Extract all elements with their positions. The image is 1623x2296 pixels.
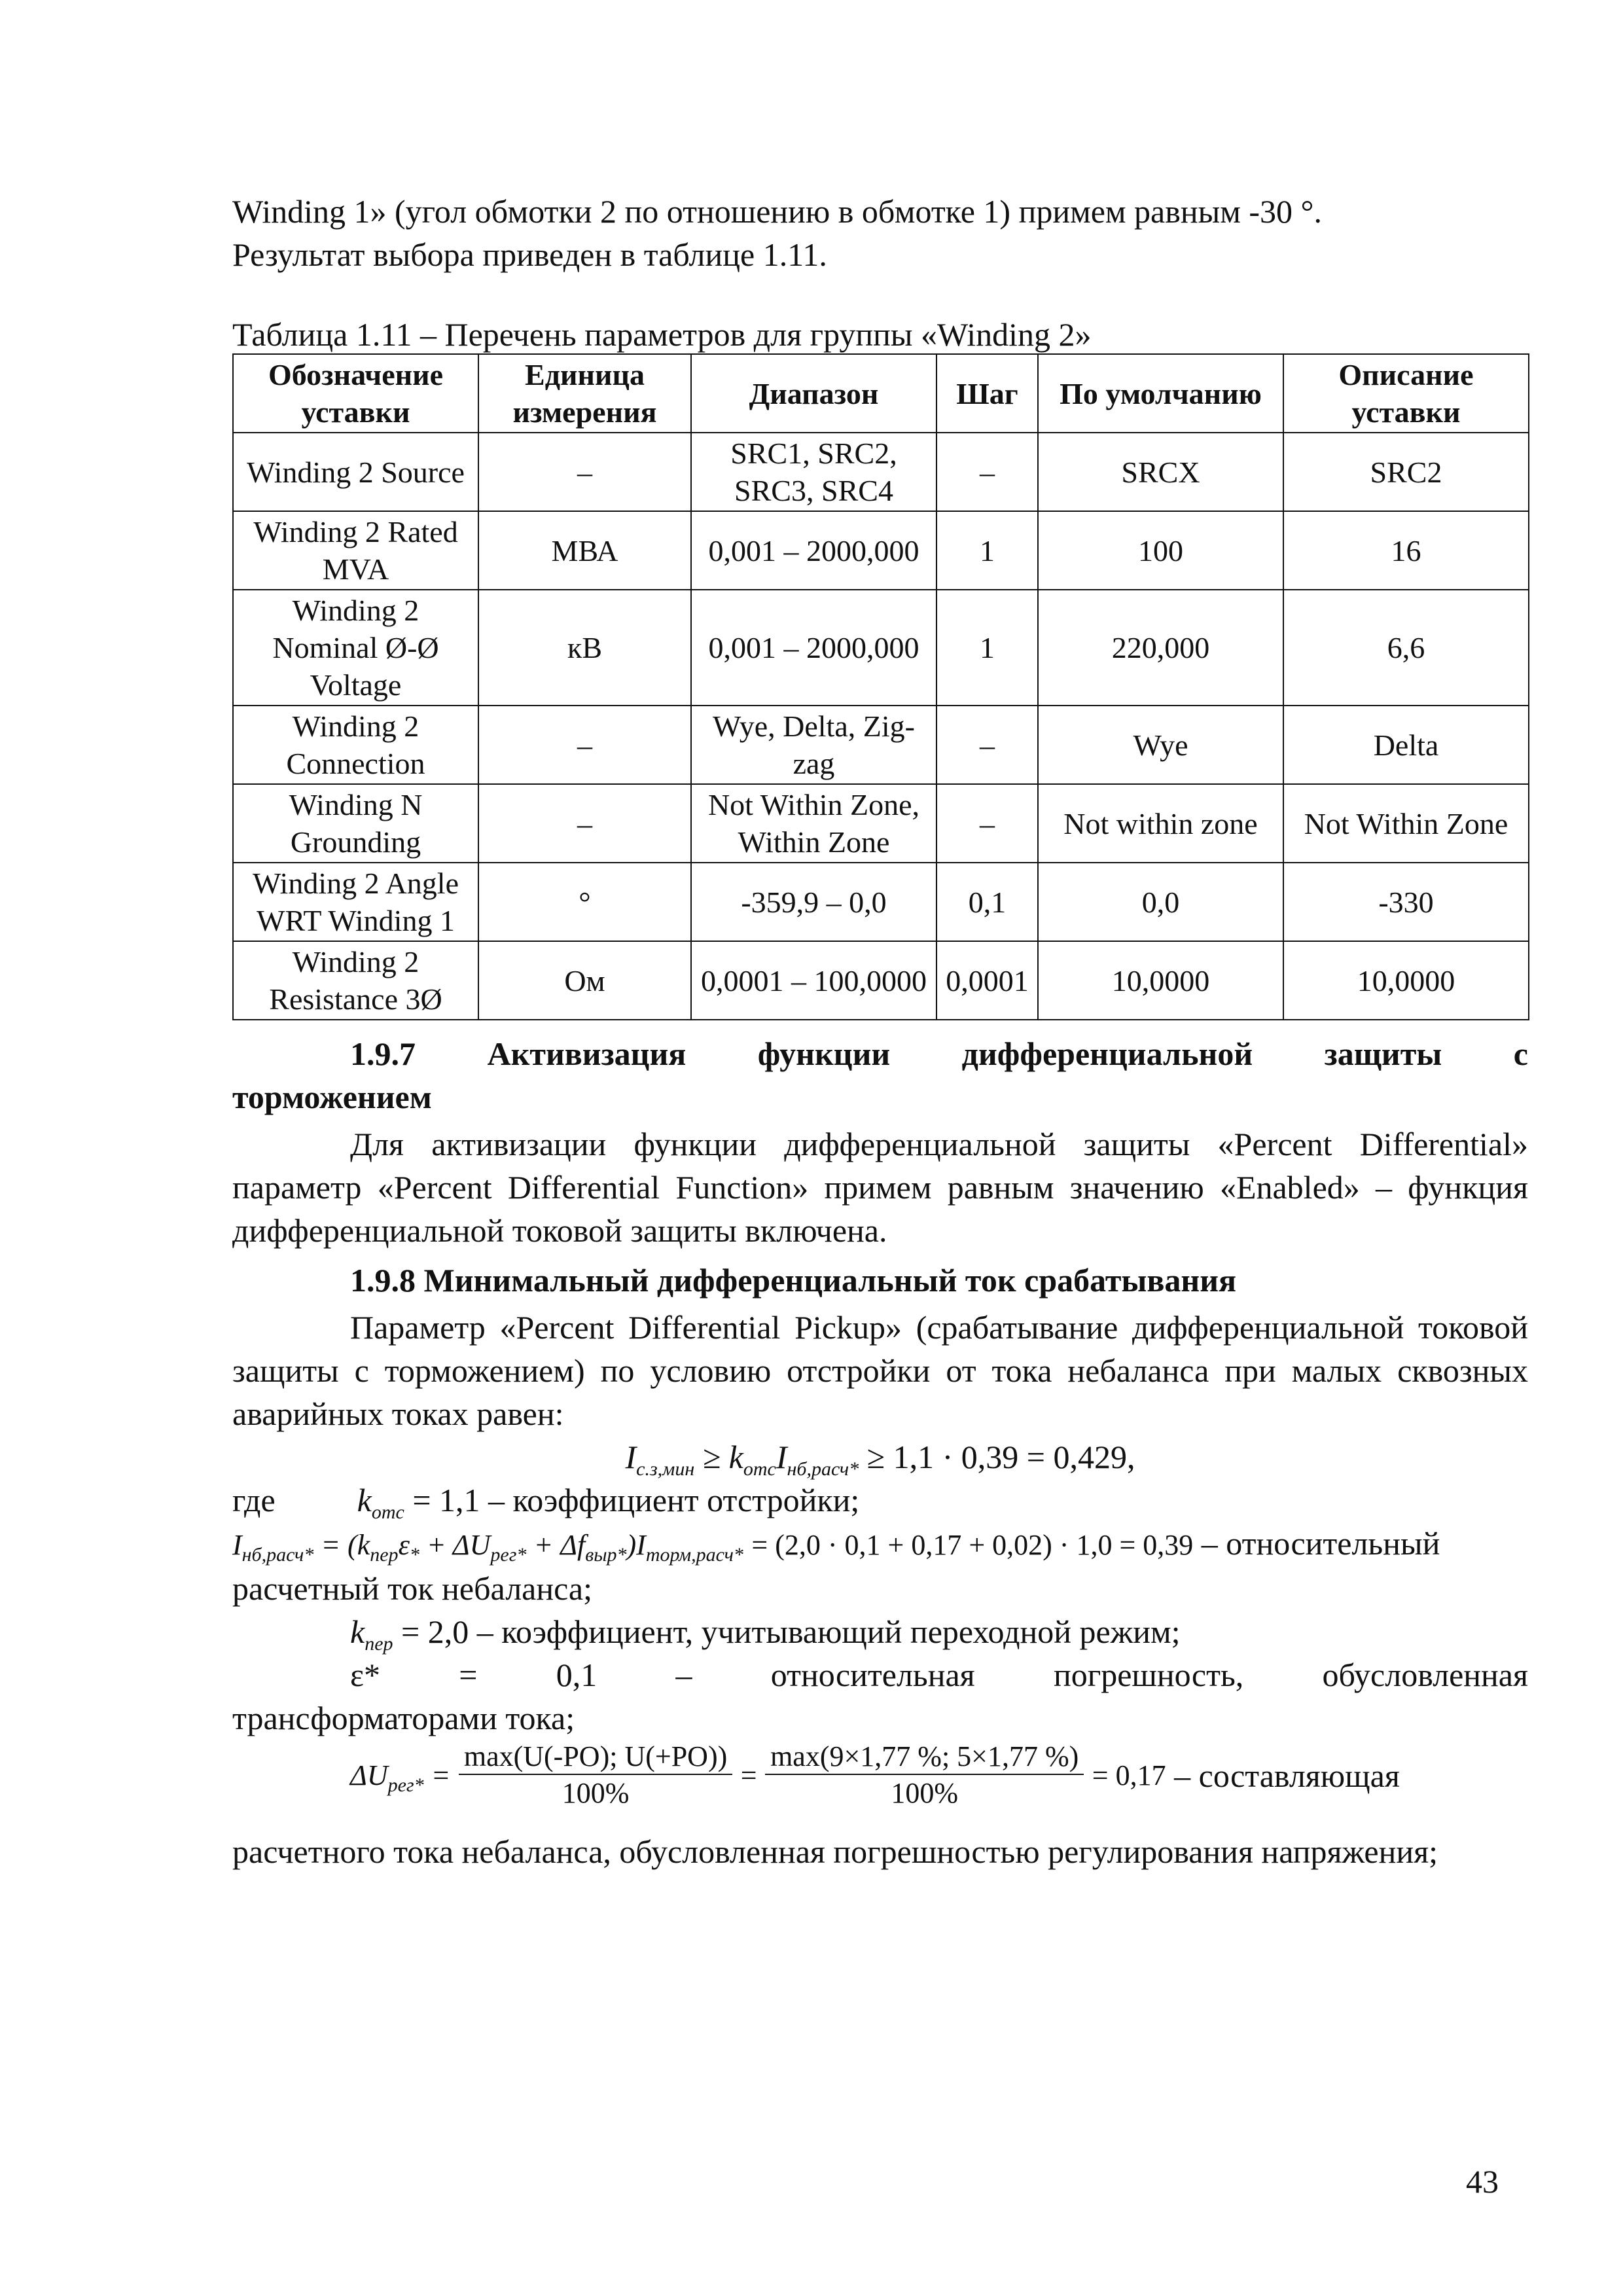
dureg-num-1: max(U(-PO); U(+PO))	[459, 1740, 732, 1775]
section-198-title: 1.9.8 Минимальный дифференциальный ток срабатывания	[350, 1262, 1237, 1299]
where-word: где	[232, 1482, 276, 1518]
dureg-den-2: 100%	[891, 1777, 959, 1809]
table-row	[233, 706, 1529, 784]
table-row	[233, 784, 1529, 863]
table-cell: 10,0000	[1038, 941, 1283, 1020]
table-cell: 0,1	[936, 863, 1038, 941]
table-cell: Wye, Delta, Zig-zag	[691, 706, 936, 784]
dureg-formula	[350, 1740, 1528, 1825]
table-cell: 6,6	[1283, 590, 1529, 706]
kper-desc: = 2,0 – коэффициент, учитывающий переходной режим;	[401, 1613, 1181, 1650]
table-cell: 0,001 – 2000,000	[691, 511, 936, 590]
table-cell: МВА	[478, 511, 691, 590]
table-cell: 0,0	[1038, 863, 1283, 941]
document-page	[232, 190, 1528, 1873]
table-cell: Not Within Zone	[1283, 784, 1529, 863]
inb-desc-line2: расчетный ток небаланса;	[232, 1570, 592, 1607]
kots-line	[232, 1479, 1528, 1522]
section-197-title-line1: 1.9.7 Активизация функции дифференциальной защиты с	[350, 1035, 1528, 1072]
page-number: 43	[1466, 2163, 1499, 2200]
table-cell: 0,0001 – 100,0000	[691, 941, 936, 1020]
table-cell: 1	[936, 590, 1038, 706]
table-cell: -359,9 – 0,0	[691, 863, 936, 941]
table-cell: Winding 2 Rated MVA	[233, 511, 478, 590]
table-cell: Wye	[1038, 706, 1283, 784]
header-description: Описание уставки	[1283, 354, 1529, 433]
table-cell: –	[478, 784, 691, 863]
intro-line-1: Winding 1» (угол обмотки 2 по отношению в обмотке 1) примем равным -30 °.	[232, 193, 1322, 230]
table-cell: 0,001 – 2000,000	[691, 590, 936, 706]
section-197-body: Для активизации функции дифференциальной защиты «Percent Differential» параметр «Percent Differential Function» примем равным значению «Enabled» – функция дифференциальной токовой защиты включена.	[232, 1126, 1528, 1249]
section-197-title-line2: торможением	[232, 1079, 432, 1115]
table-cell: Winding 2 Angle WRT Winding 1	[233, 863, 478, 941]
kper-line	[232, 1610, 1528, 1653]
table-cell: Delta	[1283, 706, 1529, 784]
kper-symbol: $k_{пер}$	[350, 1613, 393, 1655]
header-range: Диапазон	[691, 354, 936, 433]
inb-symbol: $I_{нб,расч*} = (k_{пер}\varepsilon_* + \Delta U_{рег*} + \Delta f_{выр*})I_{торм,расч*}$	[232, 1529, 743, 1566]
dureg-num-2: max(9×1,77 %; 5×1,77 %)	[765, 1740, 1084, 1775]
table-cell: 220,000	[1038, 590, 1283, 706]
header-default: По умолчанию	[1038, 354, 1283, 433]
table-cell: 1	[936, 511, 1038, 590]
table-cell: –	[936, 784, 1038, 863]
table-cell: Ом	[478, 941, 691, 1020]
table-caption: Таблица 1.11 – Перечень параметров для группы «Winding 2»	[232, 316, 1092, 353]
table-cell: SRCX	[1038, 433, 1283, 511]
inb-value: = (2,0 · 0,1 + 0,17 + 0,02) · 1,0 = 0,39	[751, 1529, 1194, 1561]
table-cell: –	[478, 706, 691, 784]
equals-sign: =	[740, 1759, 757, 1791]
table-cell: -330	[1283, 863, 1529, 941]
table-cell: 16	[1283, 511, 1529, 590]
table-row	[233, 511, 1529, 590]
table-cell: Not within zone	[1038, 784, 1283, 863]
table-cell: Winding N Grounding	[233, 784, 478, 863]
table-cell: SRC1, SRC2, SRC3, SRC4	[691, 433, 936, 511]
dureg-fraction-2	[765, 1740, 1084, 1812]
table-cell: SRC2	[1283, 433, 1529, 511]
kots-symbol: $k_{отс}$	[357, 1482, 404, 1523]
parameters-table	[232, 353, 1529, 1020]
table-cell: Winding 2 Resistance 3Ø	[233, 941, 478, 1020]
eps-line2: трансформаторами тока;	[232, 1700, 575, 1736]
formula-ics-value: ≥ 1,1 · 0,39 = 0,429,	[866, 1439, 1135, 1475]
table-row	[233, 863, 1529, 941]
table-row	[233, 941, 1529, 1020]
formula-differential-pickup	[232, 1435, 1528, 1479]
header-designation: Обозначение уставки	[233, 354, 478, 433]
table-row	[233, 590, 1529, 706]
table-cell: Winding 2 Source	[233, 433, 478, 511]
table-header-row	[233, 354, 1529, 433]
formula-ics-symbol: $I_{с.з,мин} \ge k_{отс}I_{нб,расч*}$	[625, 1439, 859, 1480]
kots-desc: = 1,1 – коэффициент отстройки;	[412, 1482, 860, 1518]
inb-desc: – относительный	[1201, 1525, 1440, 1562]
dureg-den-1: 100%	[562, 1777, 630, 1809]
table-cell: Not Within Zone, Within Zone	[691, 784, 936, 863]
header-unit: Единица измерения	[478, 354, 691, 433]
table-cell: –	[478, 433, 691, 511]
section-198-body: Параметр «Percent Differential Pickup» (срабатывание дифференциальной токовой защиты с торможением) по условию отстройки от тока небаланса при малых сквозных аварийных токах равен:	[232, 1309, 1528, 1432]
dureg-desc-line2: расчетного тока небаланса, обусловленная погрешностью регулирования напряжения;	[232, 1833, 1438, 1870]
dureg-symbol: $\Delta U_{рег*}$ =	[350, 1759, 451, 1796]
header-step: Шаг	[936, 354, 1038, 433]
table-row	[233, 433, 1529, 511]
table-cell: –	[936, 706, 1038, 784]
dureg-fraction-1	[459, 1740, 732, 1812]
inb-formula-line	[232, 1522, 1528, 1567]
intro-line-2: Результат выбора приведен в таблице 1.11.	[232, 236, 827, 273]
eps-line: ε* = 0,1 – относительная погрешность, обусловленная	[350, 1657, 1528, 1693]
table-cell: Winding 2 Connection	[233, 706, 478, 784]
dureg-result: = 0,17	[1092, 1759, 1166, 1791]
table-cell: 0,0001	[936, 941, 1038, 1020]
table-cell: 100	[1038, 511, 1283, 590]
table-cell: –	[936, 433, 1038, 511]
table-cell: °	[478, 863, 691, 941]
table-cell: кВ	[478, 590, 691, 706]
table-cell: 10,0000	[1283, 941, 1529, 1020]
table-cell: Winding 2 Nominal Ø-Ø Voltage	[233, 590, 478, 706]
dureg-desc: – составляющая	[1174, 1757, 1400, 1794]
